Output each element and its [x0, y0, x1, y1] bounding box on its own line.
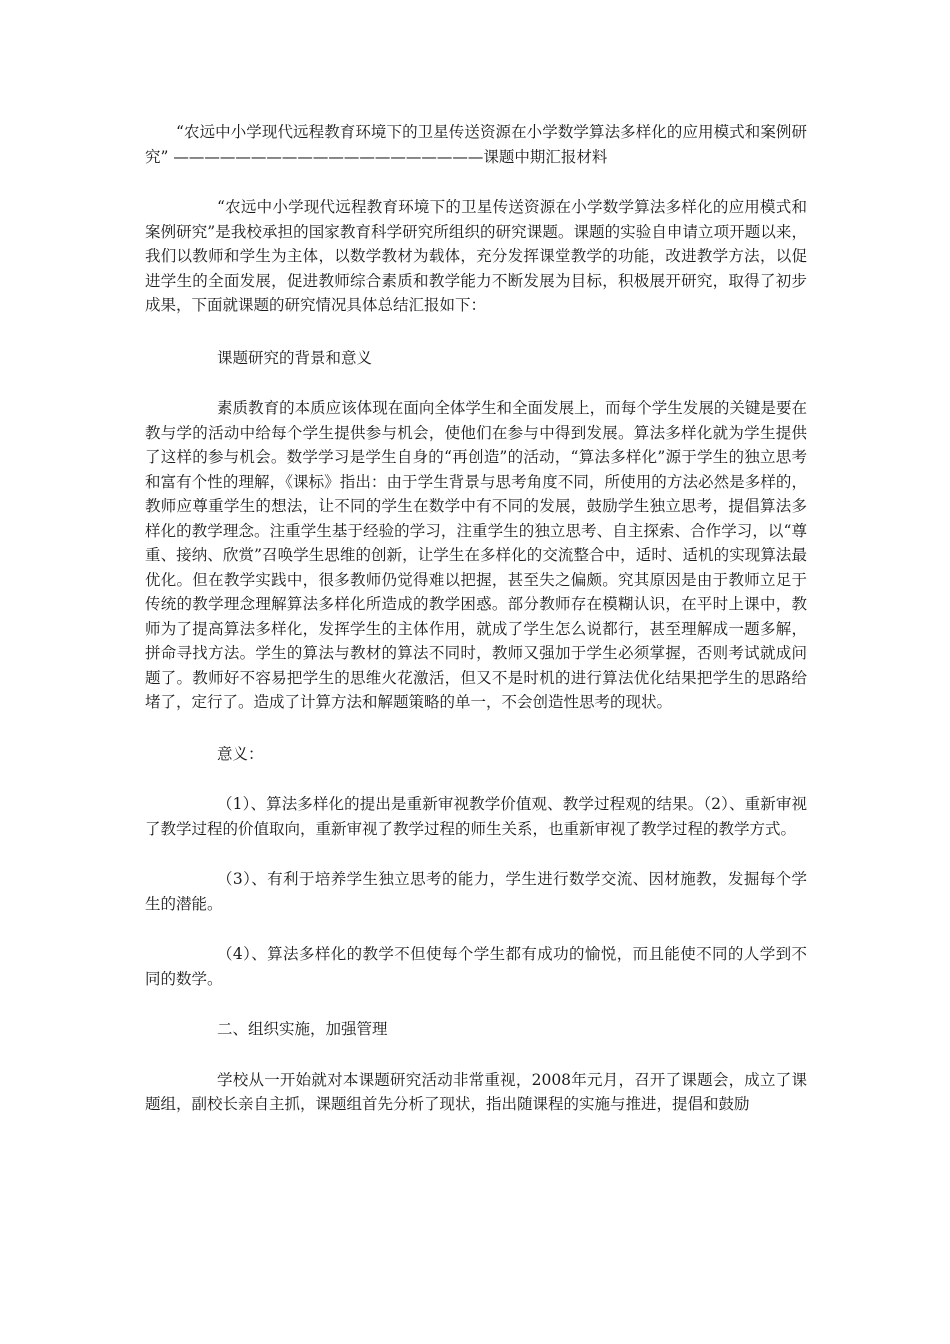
document-body: [145, 120, 807, 1143]
meaning-item-4: （4）、算法多样化的教学不但使每个学生都有成功的愉悦，而且能使不同的人学到不同的数学。: [145, 945, 807, 988]
organization-paragraph: 学校从一开始就对本课题研究活动非常重视，2008年元月，召开了课题会，成立了课题组，副校长亲自主抓，课题组首先分析了现状，指出随课程的实施与推进，提倡和鼓励: [145, 1070, 807, 1113]
document-title: “农远中小学现代远程教育环境下的卫星传送资源在小学数学算法多样化的应用模式和案例研究” ————————————————————课题中期汇报材料: [145, 123, 807, 166]
background-paragraph: 素质教育的本质应该体现在面向全体学生和全面发展上，而每个学生发展的关键是要在教与学的活动中给每个学生提供参与机会，使他们在参与中得到发展。算法多样化就为学生提供了这样的参与机会。数学学习是学生自身的“再创造”的活动，“算法多样化”源于学生的独立思考和富有个性的理解，《课标》指出：由于学生背景与思考角度不同，所使用的方法必然是多样的，教师应尊重学生的想法，让不同的学生在数学中有不同的发展，鼓励学生独立思考，提倡算法多样化的教学理念。注重学生基于经验的学习，注重学生的独立思考、自主探索、合作学习，以“尊重、接纳、欣赏”召唤学生思维的创新，让学生在多样化的交流整合中，适时、适机的实现算法最优化。但在教学实践中，很多教师仍觉得难以把握，甚至失之偏颇。究其原因是由于教师立足于传统的教学理念理解算法多样化所造成的教学困惑。部分教师存在模糊认识，在平时上课中，教师为了提高算法多样化，发挥学生的主体作用，就成了学生怎么说都行，甚至理解成一题多解，拼命寻找方法。学生的算法与教材的算法不同时，教师又强加于学生必须掌握，否则考试就成问题了。教师好不容易把学生的思维火花激活，但又不是时机的进行算法优化结果把学生的思路给堵了，定行了。造成了计算方法和解题策略的单一，不会创造性思考的现状。: [145, 399, 807, 711]
section-heading-organization: 二、组织实施，加强管理: [217, 1020, 388, 1038]
meaning-heading: 意义：: [217, 744, 264, 763]
meaning-item-3: （3）、有利于培养学生独立思考的能力，学生进行数学交流、因材施教，发掘每个学生的潜能。: [145, 870, 807, 913]
intro-paragraph: “农远中小学现代远程教育环境下的卫星传送资源在小学数学算法多样化的应用模式和案例研究”是我校承担的国家教育科学研究所组织的研究课题。课题的实验自申请立项开题以来，我们以教师和学生为主体，以数学教材为载体，充分发挥课堂教学的功能，改进教学方法，以促进学生的全面发展，促进教师综合素质和教学能力不断发展为目标，积极展开研究，取得了初步成果，下面就课题的研究情况具体总结汇报如下：: [145, 198, 807, 314]
meaning-item-1-2: （1）、算法多样化的提出是重新审视教学价值观、教学过程观的结果。（2）、重新审视了教学过程的价值取向，重新审视了教学过程的师生关系，也重新审视了教学过程的教学方式。: [145, 795, 807, 838]
section-heading-background: 课题研究的背景和意义: [217, 348, 373, 367]
